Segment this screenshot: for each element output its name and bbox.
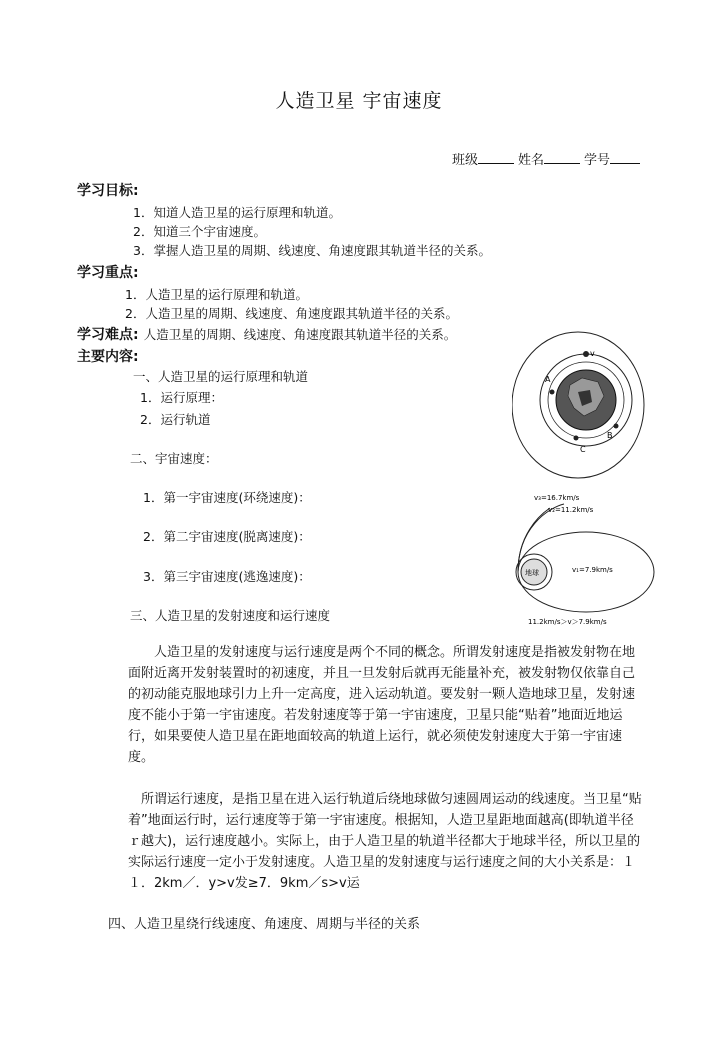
key-point-item: 1．人造卫星的运行原理和轨道。 (125, 287, 308, 302)
number-label: 学号 (583, 153, 610, 168)
class-label: 班级 (451, 153, 478, 168)
key-points-heading: 学习重点: (77, 265, 139, 281)
difficulty-heading: 学习难点: (77, 327, 139, 343)
section-2-item: 1．第一宇宙速度(环绕速度)： (143, 490, 311, 505)
section-3-title: 三、人造卫星的发射速度和运行速度 (130, 608, 331, 623)
name-label: 姓名 (517, 153, 544, 168)
key-point-item: 2．人造卫星的周期、线速度、角速度跟其轨道半径的关系。 (125, 306, 458, 321)
satellite-marker (550, 390, 555, 395)
section-1-item: 2．运行轨道 (140, 412, 211, 427)
goal-item: 1．知道人造卫星的运行原理和轨道。 (133, 205, 341, 220)
earth-label: 地球 (525, 569, 539, 577)
goal-item: 3．掌握人造卫星的周期、线速度、角速度跟其轨道半径的关系。 (133, 243, 491, 258)
figure-caption: 11.2km/s＞v＞7.9km/s (528, 618, 607, 626)
point-label-b: B (607, 431, 613, 440)
velocity-label: v (590, 349, 595, 358)
page-title: 人造卫星 宇宙速度 (275, 90, 443, 112)
main-heading: 主要内容: (77, 349, 139, 365)
section-1-title: 一、人造卫星的运行原理和轨道 (133, 369, 309, 384)
section-3-paragraph-2: 所谓运行速度，是指卫星在进入运行轨道后绕地球做匀速圆周运动的线速度。当卫星“贴着”地面运行时，运行速度等于第一宇宙速度。根据知，人造卫星距地面越高(即轨道半径ｒ越大)，运行速度越小。实际上，由于人造卫星的轨道半径都大于地球半径，所以卫星的实际运行速度一定小于发射速度。人造卫星的发射速度与运行速度之间的大小关系是：１１．2km／．y>v发≥7．9km／s>v运 (128, 792, 642, 891)
cosmic-velocity-figure (508, 488, 658, 630)
difficulty-text: 人造卫星的周期、线速度、角速度跟其轨道半径的关系。 (143, 327, 457, 342)
section-1-item: 1．运行原理： (140, 390, 223, 405)
section-2-item: 3．第三宇宙速度(逃逸速度)： (143, 569, 311, 584)
v2-label: v₂=11.2km/s (548, 506, 594, 514)
v3-label: v₃=16.7km/s (534, 494, 580, 502)
number-blank[interactable] (610, 152, 640, 164)
goals-heading: 学习目标: (77, 183, 139, 199)
section-2-item: 2．第二宇宙速度(脱离速度)： (143, 529, 311, 544)
section-4-title: 四、人造卫星绕行线速度、角速度、周期与半径的关系 (108, 917, 421, 932)
orbit-figure (512, 330, 650, 480)
point-label-a: A (545, 375, 551, 384)
v1-label: v₁=7.9km/s (572, 566, 613, 574)
satellite-marker (614, 424, 619, 429)
goal-item: 2．知道三个宇宙速度。 (133, 224, 266, 239)
point-label-c: C (580, 445, 586, 454)
satellite-marker (574, 436, 579, 441)
section-3-paragraph-1: 人造卫星的发射速度与运行速度是两个不同的概念。所谓发射速度是指被发射物在地面附近离开发射装置时的初速度，并且一旦发射后就再无能量补充，被发射物仅依靠自己的初动能克服地球引力上升一定高度，进入运动轨道。要发射一颗人造地球卫星，发射速度不能小于第一宇宙速度。若发射速度等于第一宇宙速度，卫星只能“贴着”地面近地运行，如果要使人造卫星在距地面较高的轨道上运行，就必须使发射速度大于第一宇宙速度。 (128, 645, 636, 765)
satellite-marker (583, 351, 589, 357)
difficulty-row (77, 324, 456, 344)
student-info (452, 149, 640, 168)
section-2-title: 二、宇宙速度： (130, 451, 218, 466)
name-blank[interactable] (544, 152, 580, 164)
class-blank[interactable] (478, 152, 514, 164)
